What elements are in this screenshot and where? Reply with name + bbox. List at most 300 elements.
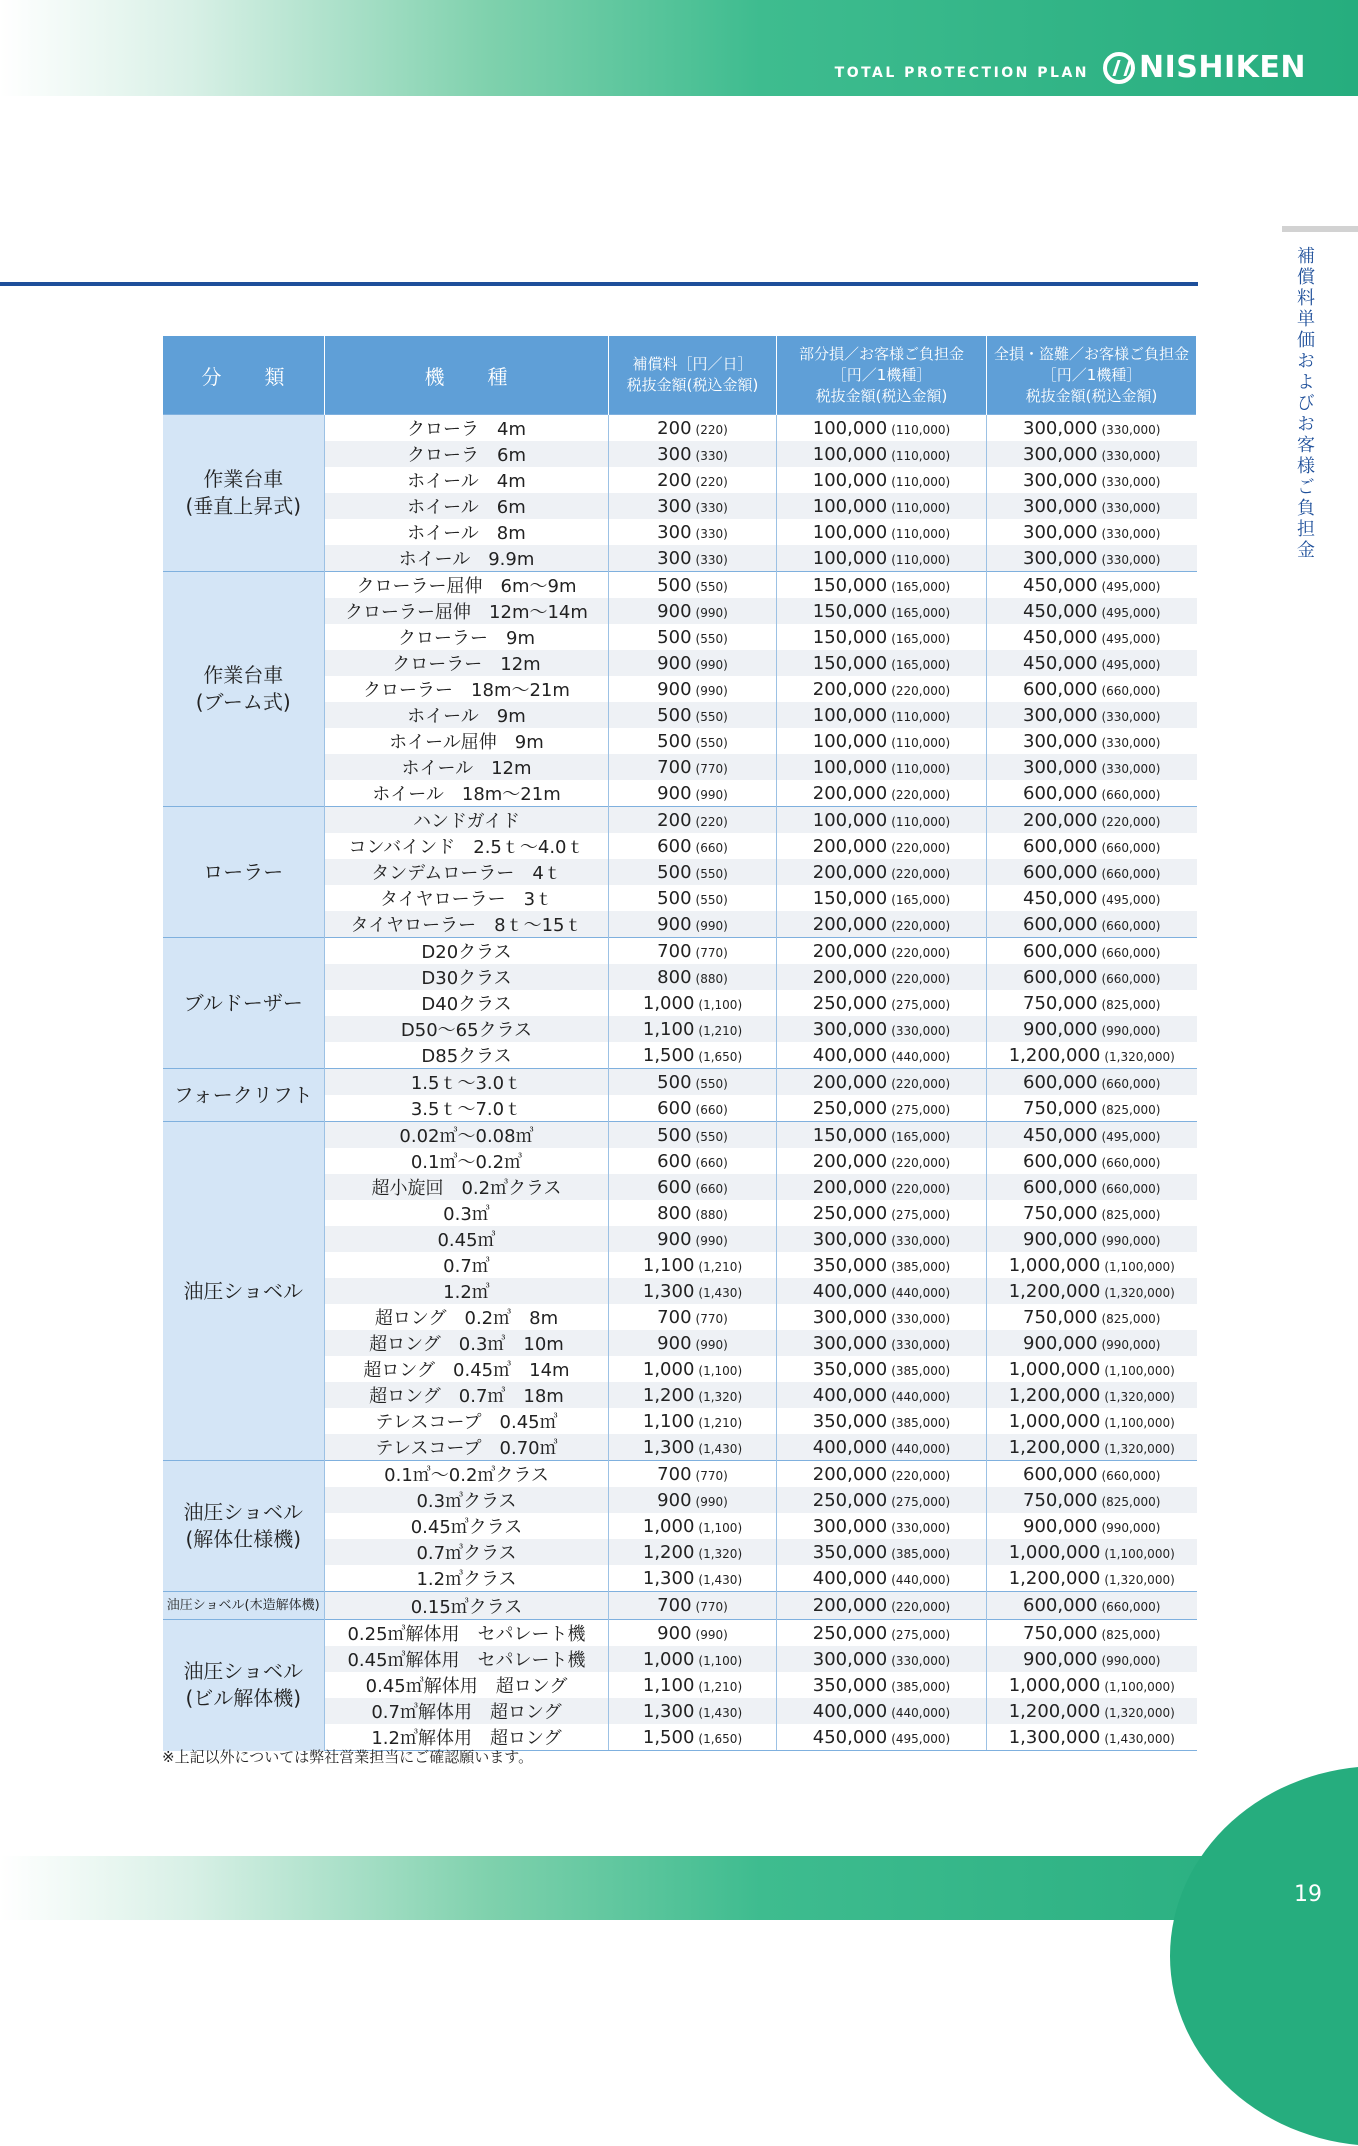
amount-tax-included: (990,000) [1101, 1023, 1161, 1038]
model-cell: ホイール 9.9m [325, 545, 609, 572]
amount-tax-included: (660,000) [1101, 787, 1161, 802]
amount-tax-included: (220,000) [891, 1600, 951, 1614]
amount-tax-included: (330,000) [891, 1520, 951, 1535]
amount: 750,000 [1023, 1622, 1098, 1644]
amount-tax-included: (990) [695, 605, 728, 620]
amount: 600,000 [1023, 1176, 1098, 1198]
amount: 300,000 [1023, 443, 1098, 465]
model-cell: ホイール 8m [325, 519, 609, 545]
partial-loss-cell [777, 1434, 987, 1461]
rate-cell [609, 1200, 777, 1226]
rate-cell [609, 1382, 777, 1408]
amount: 1,000 [642, 1358, 695, 1380]
partial-loss-cell [777, 676, 987, 702]
amount: 300,000 [812, 1515, 888, 1537]
model-cell: D40クラス [325, 990, 609, 1016]
amount-tax-included: (330,000) [1101, 526, 1161, 541]
amount: 500 [657, 574, 692, 596]
total-loss-cell [987, 1330, 1197, 1356]
partial-loss-cell [777, 833, 987, 859]
amount: 500 [657, 730, 692, 752]
amount-tax-included: (330,000) [1101, 761, 1161, 776]
amount-tax-included: (275,000) [891, 1102, 951, 1117]
side-tab-rule [1282, 226, 1358, 232]
amount-tax-included: (1,320) [698, 1389, 743, 1404]
amount-tax-included: (440,000) [891, 1389, 951, 1404]
model-cell: 超ロング 0.2㎥ 8m [325, 1304, 609, 1330]
model-cell: 0.45㎥解体用 セパレート機 [325, 1646, 609, 1672]
amount-tax-included: (330,000) [891, 1337, 951, 1352]
amount: 1,000,000 [1008, 1410, 1101, 1432]
amount: 900 [657, 782, 692, 804]
model-cell: クローラ 4m [325, 415, 609, 442]
model-cell: 超ロング 0.45㎥ 14m [325, 1356, 609, 1382]
partial-loss-cell [777, 859, 987, 885]
amount: 1,500 [642, 1726, 695, 1748]
rate-cell [609, 964, 777, 990]
amount-tax-included: (1,210) [698, 1679, 743, 1694]
amount-tax-included: (660,000) [1101, 683, 1161, 698]
partial-loss-cell [777, 728, 987, 754]
amount: 600 [657, 1150, 692, 1172]
rate-cell [609, 780, 777, 807]
partial-loss-cell [777, 702, 987, 728]
amount-tax-included: (275,000) [891, 1207, 951, 1222]
amount: 900,000 [1023, 1515, 1098, 1537]
total-loss-cell [987, 519, 1197, 545]
corner-decoration [1170, 1766, 1358, 2146]
amount-tax-included: (1,100,000) [1104, 1363, 1175, 1378]
amount-tax-included: (660,000) [1101, 971, 1161, 986]
table-row [163, 1620, 1197, 1647]
category-cell [163, 1592, 325, 1620]
amount: 150,000 [812, 626, 888, 648]
amount: 1,500 [642, 1044, 695, 1066]
rate-cell [609, 1539, 777, 1565]
amount: 450,000 [1023, 626, 1098, 648]
amount: 500 [657, 1071, 692, 1093]
amount-tax-included: (385,000) [891, 1363, 951, 1378]
amount-tax-included: (825,000) [1101, 1494, 1161, 1509]
section-rule [0, 282, 1198, 286]
amount: 300,000 [1023, 469, 1098, 491]
amount: 800 [657, 966, 692, 988]
logo-text: NISHIKEN [1139, 50, 1306, 85]
amount-tax-included: (330,000) [1101, 448, 1161, 463]
model-cell: ホイール 18m〜21m [325, 780, 609, 807]
rate-cell [609, 1434, 777, 1461]
model-cell: クローラー屈伸 6m〜9m [325, 572, 609, 599]
partial-loss-cell [777, 572, 987, 599]
total-loss-cell [987, 415, 1197, 442]
model-cell: クローラ 6m [325, 441, 609, 467]
amount: 1,000 [642, 992, 695, 1014]
partial-loss-cell [777, 990, 987, 1016]
amount-tax-included: (110,000) [891, 814, 951, 829]
amount: 1,300 [642, 1700, 695, 1722]
amount: 700 [657, 756, 692, 778]
rate-cell [609, 1565, 777, 1592]
partial-loss-cell [777, 650, 987, 676]
amount: 300 [657, 495, 692, 517]
amount: 1,100 [642, 1018, 695, 1040]
amount-tax-included: (330,000) [1101, 422, 1161, 437]
amount-tax-included: (330) [695, 526, 728, 541]
amount: 450,000 [1023, 1124, 1098, 1146]
amount-tax-included: (165,000) [891, 657, 951, 672]
amount: 200,000 [812, 1595, 888, 1616]
amount-tax-included: (990) [695, 1627, 728, 1642]
total-loss-cell [987, 1672, 1197, 1698]
amount: 100,000 [812, 469, 888, 491]
amount-tax-included: (770) [695, 1600, 728, 1614]
amount: 1,000,000 [1008, 1358, 1101, 1380]
total-loss-cell [987, 1434, 1197, 1461]
header-partial-loss: 部分損／お客様ご負担金 ［円／1機種］ 税抜金額(税込金額) [777, 336, 987, 415]
model-cell: ホイール 4m [325, 467, 609, 493]
amount: 300 [657, 521, 692, 543]
amount: 400,000 [812, 1044, 888, 1066]
table-row [163, 1122, 1197, 1149]
amount: 200 [657, 469, 692, 491]
amount-tax-included: (1,210) [698, 1023, 743, 1038]
amount-tax-included: (220,000) [891, 1181, 951, 1196]
total-loss-cell [987, 1200, 1197, 1226]
footnote: ※上記以外については弊社営業担当にご確認願います。 [162, 1748, 534, 1766]
amount-tax-included: (1,100,000) [1104, 1415, 1175, 1430]
partial-loss-cell [777, 1148, 987, 1174]
category-line: 油圧ショベル(木造解体機) [166, 1598, 320, 1613]
amount-tax-included: (1,430) [698, 1572, 743, 1587]
amount: 100,000 [812, 704, 888, 726]
model-cell: テレスコープ 0.70㎥ [325, 1434, 609, 1461]
amount-tax-included: (1,430) [698, 1441, 743, 1456]
rate-cell [609, 572, 777, 599]
amount: 900 [657, 600, 692, 622]
amount: 600 [657, 1097, 692, 1119]
total-loss-cell [987, 859, 1197, 885]
total-loss-cell [987, 441, 1197, 467]
amount-tax-included: (220,000) [891, 918, 951, 933]
partial-loss-cell [777, 1539, 987, 1565]
amount: 150,000 [812, 600, 888, 622]
amount-tax-included: (1,320,000) [1104, 1285, 1175, 1300]
amount: 450,000 [1023, 574, 1098, 596]
amount: 100,000 [812, 521, 888, 543]
amount: 150,000 [812, 887, 888, 909]
amount: 800 [657, 1202, 692, 1224]
amount-tax-included: (550) [695, 631, 728, 646]
rate-cell [609, 676, 777, 702]
total-loss-cell [987, 807, 1197, 834]
amount-tax-included: (165,000) [891, 631, 951, 646]
partial-loss-cell [777, 1565, 987, 1592]
amount: 1,000,000 [1008, 1674, 1101, 1696]
amount: 350,000 [812, 1541, 888, 1563]
model-cell: 1.2㎥解体用 超ロング [325, 1724, 609, 1751]
amount: 200,000 [812, 913, 888, 935]
amount-tax-included: (1,320) [698, 1546, 743, 1561]
amount-tax-included: (330,000) [891, 1653, 951, 1668]
amount-tax-included: (550) [695, 892, 728, 907]
partial-loss-cell [777, 1620, 987, 1647]
total-loss-cell [987, 598, 1197, 624]
amount: 200,000 [812, 966, 888, 988]
amount: 100,000 [812, 417, 888, 439]
amount-tax-included: (165,000) [891, 892, 951, 907]
rate-cell [609, 1408, 777, 1434]
amount: 900 [657, 1622, 692, 1644]
amount: 500 [657, 887, 692, 909]
amount: 900 [657, 1228, 692, 1250]
model-cell: クローラー 12m [325, 650, 609, 676]
partial-loss-cell [777, 1513, 987, 1539]
model-cell: クローラー屈伸 12m〜14m [325, 598, 609, 624]
amount: 350,000 [812, 1358, 888, 1380]
amount-tax-included: (660,000) [1101, 1181, 1161, 1196]
amount: 600,000 [1023, 678, 1098, 700]
amount-tax-included: (385,000) [891, 1259, 951, 1274]
partial-loss-cell [777, 1330, 987, 1356]
model-cell: 0.45㎥ [325, 1226, 609, 1252]
partial-loss-cell [777, 885, 987, 911]
amount: 750,000 [1023, 1306, 1098, 1328]
amount-tax-included: (825,000) [1101, 1102, 1161, 1117]
amount: 1,100 [642, 1254, 695, 1276]
amount-tax-included: (495,000) [1101, 579, 1161, 594]
rate-cell [609, 1042, 777, 1069]
total-loss-cell [987, 1016, 1197, 1042]
rate-cell [609, 415, 777, 442]
amount: 1,300 [642, 1436, 695, 1458]
side-section-label: 補償料単価およびお客様ご負担金 [1294, 246, 1315, 561]
rate-cell [609, 1513, 777, 1539]
amount-tax-included: (660) [695, 1181, 728, 1196]
model-cell: 0.45㎥クラス [325, 1513, 609, 1539]
amount-tax-included: (220,000) [891, 1155, 951, 1170]
partial-loss-cell [777, 780, 987, 807]
total-loss-cell [987, 467, 1197, 493]
category-line: 作業台車 [203, 663, 284, 687]
amount-tax-included: (165,000) [891, 605, 951, 620]
amount: 600,000 [1023, 913, 1098, 935]
partial-loss-cell [777, 1278, 987, 1304]
amount-tax-included: (330,000) [891, 1023, 951, 1038]
amount: 700 [657, 940, 692, 962]
category-line: 作業台車 [203, 467, 284, 491]
total-loss-cell [987, 676, 1197, 702]
amount-tax-included: (495,000) [1101, 892, 1161, 907]
amount-tax-included: (440,000) [891, 1285, 951, 1300]
total-loss-cell [987, 1724, 1197, 1751]
amount: 200 [657, 417, 692, 439]
amount: 100,000 [812, 756, 888, 778]
model-cell: 超ロング 0.7㎥ 18m [325, 1382, 609, 1408]
amount-tax-included: (550) [695, 1076, 728, 1091]
rate-cell [609, 1278, 777, 1304]
total-loss-cell [987, 1304, 1197, 1330]
amount-tax-included: (990,000) [1101, 1233, 1161, 1248]
amount-tax-included: (1,210) [698, 1415, 743, 1430]
amount-tax-included: (660,000) [1101, 918, 1161, 933]
rate-cell [609, 990, 777, 1016]
total-loss-cell [987, 1069, 1197, 1096]
category-cell [163, 1122, 325, 1461]
rate-cell [609, 885, 777, 911]
amount: 900,000 [1023, 1228, 1098, 1250]
rate-cell [609, 1724, 777, 1751]
amount-tax-included: (440,000) [891, 1441, 951, 1456]
model-cell: ホイール屈伸 9m [325, 728, 609, 754]
total-loss-cell [987, 545, 1197, 572]
amount-tax-included: (1,100) [698, 1520, 743, 1535]
amount-tax-included: (330,000) [891, 1233, 951, 1248]
amount: 700 [657, 1463, 692, 1485]
amount-tax-included: (660,000) [1101, 1155, 1161, 1170]
rate-cell [609, 807, 777, 834]
partial-loss-cell [777, 1304, 987, 1330]
amount-tax-included: (1,100) [698, 1363, 743, 1378]
amount-tax-included: (220) [695, 814, 728, 829]
amount-tax-included: (275,000) [891, 1627, 951, 1642]
amount-tax-included: (880) [695, 1207, 728, 1222]
amount-tax-included: (440,000) [891, 1572, 951, 1587]
model-cell: 超小旋回 0.2㎥クラス [325, 1174, 609, 1200]
rate-cell [609, 598, 777, 624]
amount-tax-included: (330,000) [1101, 500, 1161, 515]
amount-tax-included: (990) [695, 657, 728, 672]
amount: 350,000 [812, 1674, 888, 1696]
partial-loss-cell [777, 1592, 987, 1620]
rate-cell [609, 1672, 777, 1698]
amount: 400,000 [812, 1384, 888, 1406]
amount: 150,000 [812, 652, 888, 674]
category-line: ローラー [203, 859, 284, 884]
total-loss-cell [987, 1095, 1197, 1122]
amount-tax-included: (220,000) [891, 945, 951, 960]
amount-tax-included: (220,000) [891, 683, 951, 698]
amount: 1,000,000 [1008, 1254, 1101, 1276]
amount: 150,000 [812, 574, 888, 596]
amount-tax-included: (330,000) [891, 1311, 951, 1326]
partial-loss-cell [777, 1042, 987, 1069]
amount: 200 [657, 809, 692, 831]
amount: 600,000 [1023, 782, 1098, 804]
amount-tax-included: (1,650) [698, 1049, 743, 1064]
amount-tax-included: (825,000) [1101, 997, 1161, 1012]
total-loss-cell [987, 650, 1197, 676]
total-loss-cell [987, 1487, 1197, 1513]
amount: 900,000 [1023, 1018, 1098, 1040]
total-loss-cell [987, 1513, 1197, 1539]
amount-tax-included: (220,000) [891, 1468, 951, 1483]
partial-loss-cell [777, 938, 987, 965]
partial-loss-cell [777, 467, 987, 493]
partial-loss-cell [777, 519, 987, 545]
amount: 250,000 [812, 1489, 888, 1511]
partial-loss-cell [777, 1698, 987, 1724]
total-loss-cell [987, 624, 1197, 650]
amount: 1,200,000 [1008, 1280, 1101, 1302]
amount-tax-included: (330,000) [1101, 735, 1161, 750]
amount-tax-included: (825,000) [1101, 1311, 1161, 1326]
amount: 600 [657, 1176, 692, 1198]
partial-loss-cell [777, 415, 987, 442]
partial-loss-cell [777, 624, 987, 650]
rate-cell [609, 702, 777, 728]
amount-tax-included: (220,000) [891, 866, 951, 881]
amount-tax-included: (1,430) [698, 1705, 743, 1720]
partial-loss-cell [777, 1069, 987, 1096]
amount: 300,000 [812, 1332, 888, 1354]
amount-tax-included: (110,000) [891, 735, 951, 750]
table-row [163, 1069, 1197, 1096]
partial-loss-cell [777, 1252, 987, 1278]
amount-tax-included: (660,000) [1101, 840, 1161, 855]
amount-tax-included: (440,000) [891, 1705, 951, 1720]
partial-loss-cell [777, 1672, 987, 1698]
model-cell: 3.5ｔ〜7.0ｔ [325, 1095, 609, 1122]
amount-tax-included: (550) [695, 735, 728, 750]
model-cell: 0.3㎥クラス [325, 1487, 609, 1513]
amount-tax-included: (110,000) [891, 709, 951, 724]
amount: 450,000 [1023, 600, 1098, 622]
total-loss-cell [987, 702, 1197, 728]
amount-tax-included: (550) [695, 866, 728, 881]
rate-cell [609, 519, 777, 545]
rate-cell [609, 754, 777, 780]
amount-tax-included: (990) [695, 1337, 728, 1352]
amount: 1,200,000 [1008, 1384, 1101, 1406]
amount: 300,000 [1023, 730, 1098, 752]
amount-tax-included: (275,000) [891, 1494, 951, 1509]
model-cell: 0.15㎥クラス [325, 1592, 609, 1620]
amount: 1,100 [642, 1410, 695, 1432]
amount-tax-included: (110,000) [891, 500, 951, 515]
category-line: (垂直上昇式) [185, 494, 302, 518]
partial-loss-cell [777, 598, 987, 624]
total-loss-cell [987, 1565, 1197, 1592]
amount: 900 [657, 1332, 692, 1354]
amount-tax-included: (220,000) [891, 1076, 951, 1091]
total-loss-cell [987, 1382, 1197, 1408]
model-cell: 0.7㎥ [325, 1252, 609, 1278]
rate-cell [609, 1646, 777, 1672]
rate-cell [609, 1252, 777, 1278]
amount: 250,000 [812, 992, 888, 1014]
amount: 600,000 [1023, 835, 1098, 857]
amount: 900 [657, 678, 692, 700]
amount-tax-included: (880) [695, 971, 728, 986]
amount-tax-included: (495,000) [1101, 631, 1161, 646]
partial-loss-cell [777, 807, 987, 834]
partial-loss-cell [777, 1226, 987, 1252]
amount: 1,200,000 [1008, 1044, 1101, 1066]
company-logo [1103, 50, 1306, 85]
amount-tax-included: (110,000) [891, 526, 951, 541]
amount-tax-included: (330,000) [1101, 474, 1161, 489]
amount-tax-included: (220,000) [891, 840, 951, 855]
amount: 1,200,000 [1008, 1567, 1101, 1589]
amount: 300,000 [812, 1228, 888, 1250]
amount: 400,000 [812, 1280, 888, 1302]
amount: 600,000 [1023, 940, 1098, 962]
table-row [163, 572, 1197, 599]
amount-tax-included: (990,000) [1101, 1337, 1161, 1352]
rate-cell [609, 938, 777, 965]
amount: 450,000 [812, 1726, 888, 1748]
total-loss-cell [987, 1646, 1197, 1672]
